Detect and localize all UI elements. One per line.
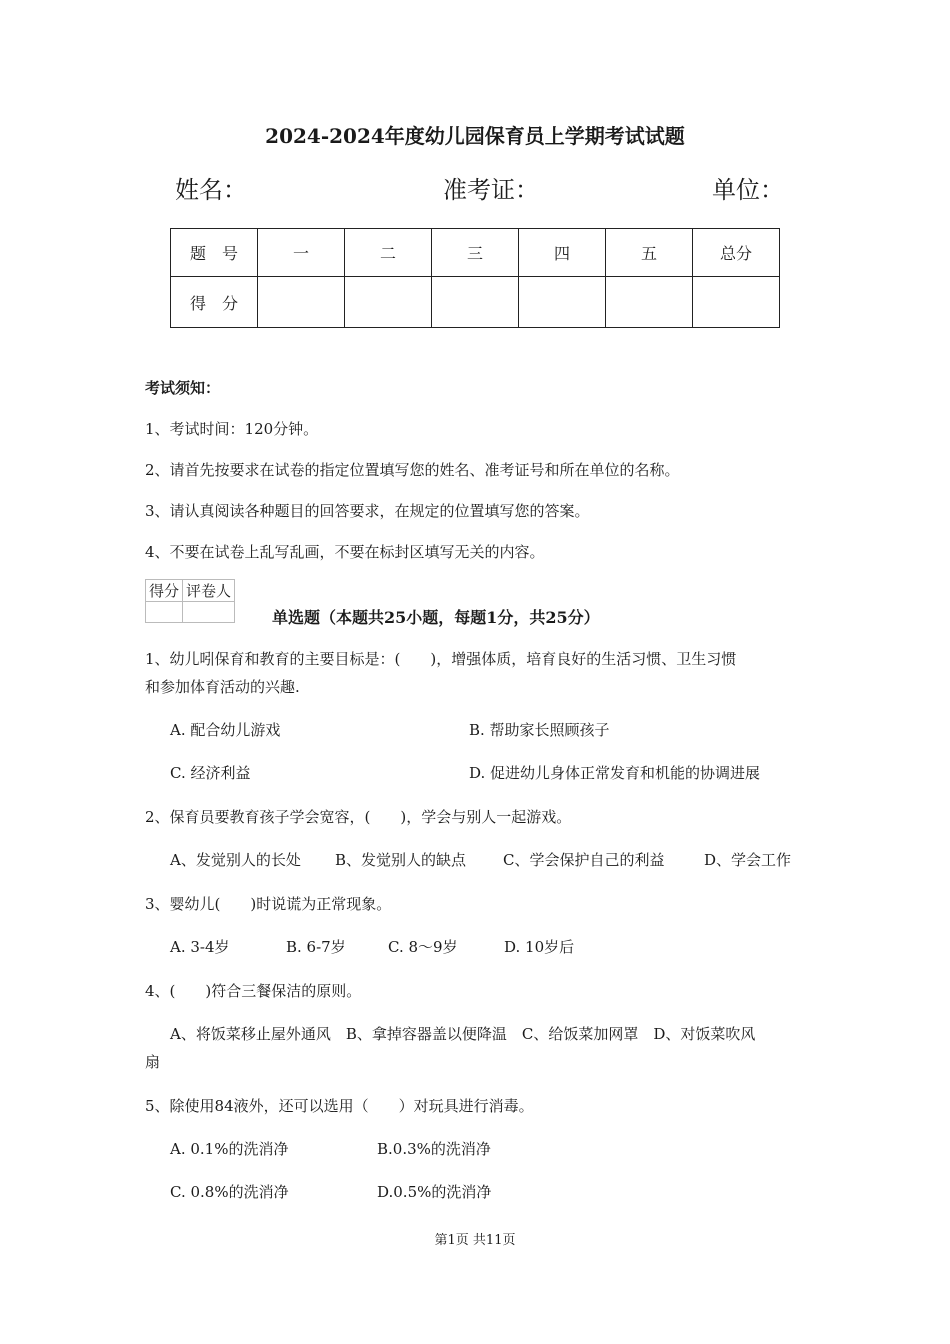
unit-label: 单位： (712, 176, 784, 204)
question-1-option-b: B. 帮助家长照顾孩子 (469, 721, 610, 739)
score-input-cell[interactable] (606, 277, 693, 328)
question-2-stem: 2、保育员要教育孩子学会宽容，( )，学会与别人一起游戏。 (145, 808, 572, 826)
question-5-option-a: A. 0.1%的洗消净 (170, 1140, 289, 1158)
notice-item: 3、请认真阅读各种题目的回答要求，在规定的位置填写您的答案。 (145, 502, 590, 520)
question-3-option-b: B. 6-7岁 (286, 938, 346, 956)
score-table-cell: 二 (345, 229, 432, 277)
question-2-option-a: A、发觉别人的长处 (170, 851, 301, 869)
score-row-label: 得 分 (171, 277, 258, 328)
question-2-option-c: C、学会保护自己的利益 (503, 851, 665, 869)
notice-item: 4、不要在试卷上乱写乱画，不要在标封区填写无关的内容。 (145, 543, 545, 561)
question-1-option-c: C. 经济利益 (170, 764, 251, 782)
notice-heading: 考试须知： (145, 379, 221, 397)
score-input-cell[interactable] (345, 277, 432, 328)
score-table-cell: 五 (606, 229, 693, 277)
question-4-stem: 4、( )符合三餐保洁的原则。 (145, 982, 362, 1000)
grader-box (145, 579, 235, 623)
score-input-cell[interactable] (519, 277, 606, 328)
score-table-header-row (171, 229, 780, 277)
question-2-option-d: D、学会工作 (704, 851, 792, 869)
question-3-option-c: C. 8～9岁 (388, 938, 458, 956)
grader-reviewer-label: 评卷人 (183, 580, 235, 602)
question-5-stem: 5、除使用84液外，还可以选用（ ）对玩具进行消毒。 (145, 1097, 534, 1115)
question-3-option-d: D. 10岁后 (504, 938, 575, 956)
score-table-cell: 一 (258, 229, 345, 277)
question-3-option-a: A. 3-4岁 (170, 938, 230, 956)
question-4-options: A、将饭菜移止屋外通风 B、拿掉容器盖以便降温 C、给饭菜加网罩 D、对饭菜吹风 (170, 1025, 756, 1043)
page-number: 第1页 共11页 (434, 1233, 516, 1248)
name-label: 姓名： (175, 176, 247, 204)
question-2-option-b: B、发觉别人的缺点 (335, 851, 467, 869)
grader-score-cell[interactable] (146, 602, 183, 623)
score-table-cell: 四 (519, 229, 606, 277)
score-table-cell: 题 号 (171, 229, 258, 277)
question-1-stem: 1、幼儿吲保育和教育的主要目标是：( )，增强体质，培育良好的生活习惯、卫生习惯 (145, 650, 737, 668)
score-table (170, 228, 780, 328)
score-input-cell[interactable] (432, 277, 519, 328)
notice-item: 1、考试时间：120分钟。 (145, 420, 319, 438)
grader-score-label: 得分 (146, 580, 183, 602)
notice-item: 2、请首先按要求在试卷的指定位置填写您的姓名、准考证号和所在单位的名称。 (145, 461, 680, 479)
score-table-score-row (171, 277, 780, 328)
score-table-cell: 总分 (693, 229, 780, 277)
exam-title: 2024-2024年度幼儿园保育员上学期考试试题 (265, 124, 685, 148)
question-1-stem-cont: 和参加体育活动的兴趣. (145, 678, 300, 696)
question-4-options-wrap: 扇 (145, 1053, 161, 1071)
exam-number-label: 准考证： (443, 176, 539, 204)
question-5-option-b: B.0.3%的洗消净 (377, 1140, 491, 1158)
score-input-cell[interactable] (258, 277, 345, 328)
section-title: 单选题（本题共25小题，每题1分，共25分） (272, 608, 600, 627)
grader-reviewer-cell[interactable] (183, 602, 235, 623)
score-input-cell[interactable] (693, 277, 780, 328)
question-1-option-d: D. 促进幼儿身体正常发育和机能的协调进展 (469, 764, 761, 782)
question-1-option-a: A. 配合幼儿游戏 (170, 721, 281, 739)
score-table-cell: 三 (432, 229, 519, 277)
question-3-stem: 3、婴幼儿( )时说谎为正常现象。 (145, 895, 392, 913)
question-5-option-c: C. 0.8%的洗消净 (170, 1183, 289, 1201)
question-5-option-d: D.0.5%的洗消净 (377, 1183, 492, 1201)
